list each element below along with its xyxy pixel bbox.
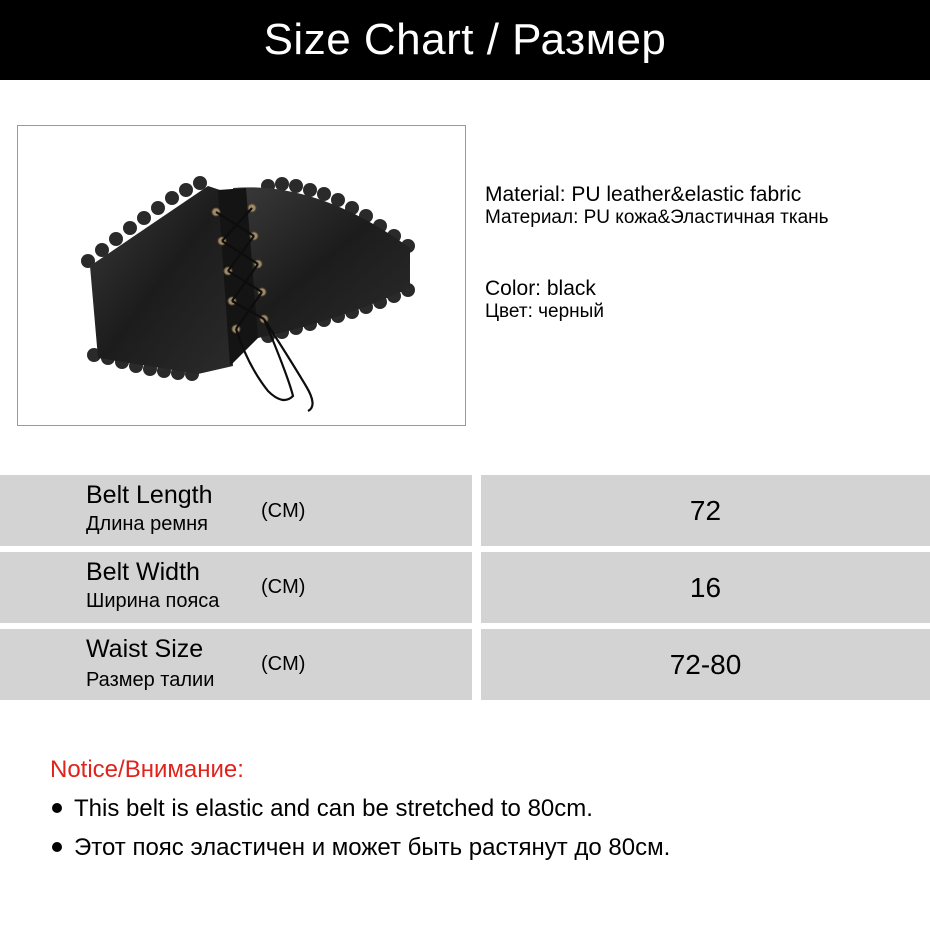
bullet-icon [52, 842, 62, 852]
color-en: Color: black [485, 277, 596, 300]
notice-item [52, 834, 670, 862]
notice-title: Notice/Внимание: [50, 756, 244, 783]
material-ru: Материал: PU кожа&Эластичная ткань [485, 207, 829, 228]
row-unit: (CM) [261, 653, 306, 675]
row-value: 72-80 [481, 629, 930, 700]
table-label-cell [0, 629, 472, 700]
row-label-ru: Длина ремня [86, 513, 208, 535]
header-bar [0, 0, 930, 80]
row-label-en: Belt Width [86, 558, 200, 586]
product-photo [17, 125, 466, 426]
page-title: Size Chart / Размер [263, 15, 667, 64]
row-unit: (CM) [261, 576, 306, 598]
row-label-en: Waist Size [86, 635, 204, 663]
row-label-ru: Размер талии [86, 669, 215, 691]
bullet-icon [52, 803, 62, 813]
color-info [485, 277, 604, 323]
row-value: 16 [481, 552, 930, 623]
color-ru: Цвет: черный [485, 301, 604, 322]
belt-image [18, 126, 466, 426]
table-label-cell [0, 552, 472, 623]
notice-item [52, 795, 593, 823]
row-unit: (CM) [261, 500, 306, 522]
table-label-cell [0, 475, 472, 546]
row-label-en: Belt Length [86, 481, 213, 509]
material-info [485, 183, 829, 229]
material-en: Material: PU leather&elastic fabric [485, 183, 802, 206]
notice-text: Этот пояс эластичен и может быть растянут до 80см. [74, 834, 671, 861]
row-label-ru: Ширина пояса [86, 590, 220, 612]
notice-text: This belt is elastic and can be stretched to 80cm. [74, 795, 593, 822]
row-value: 72 [481, 475, 930, 546]
